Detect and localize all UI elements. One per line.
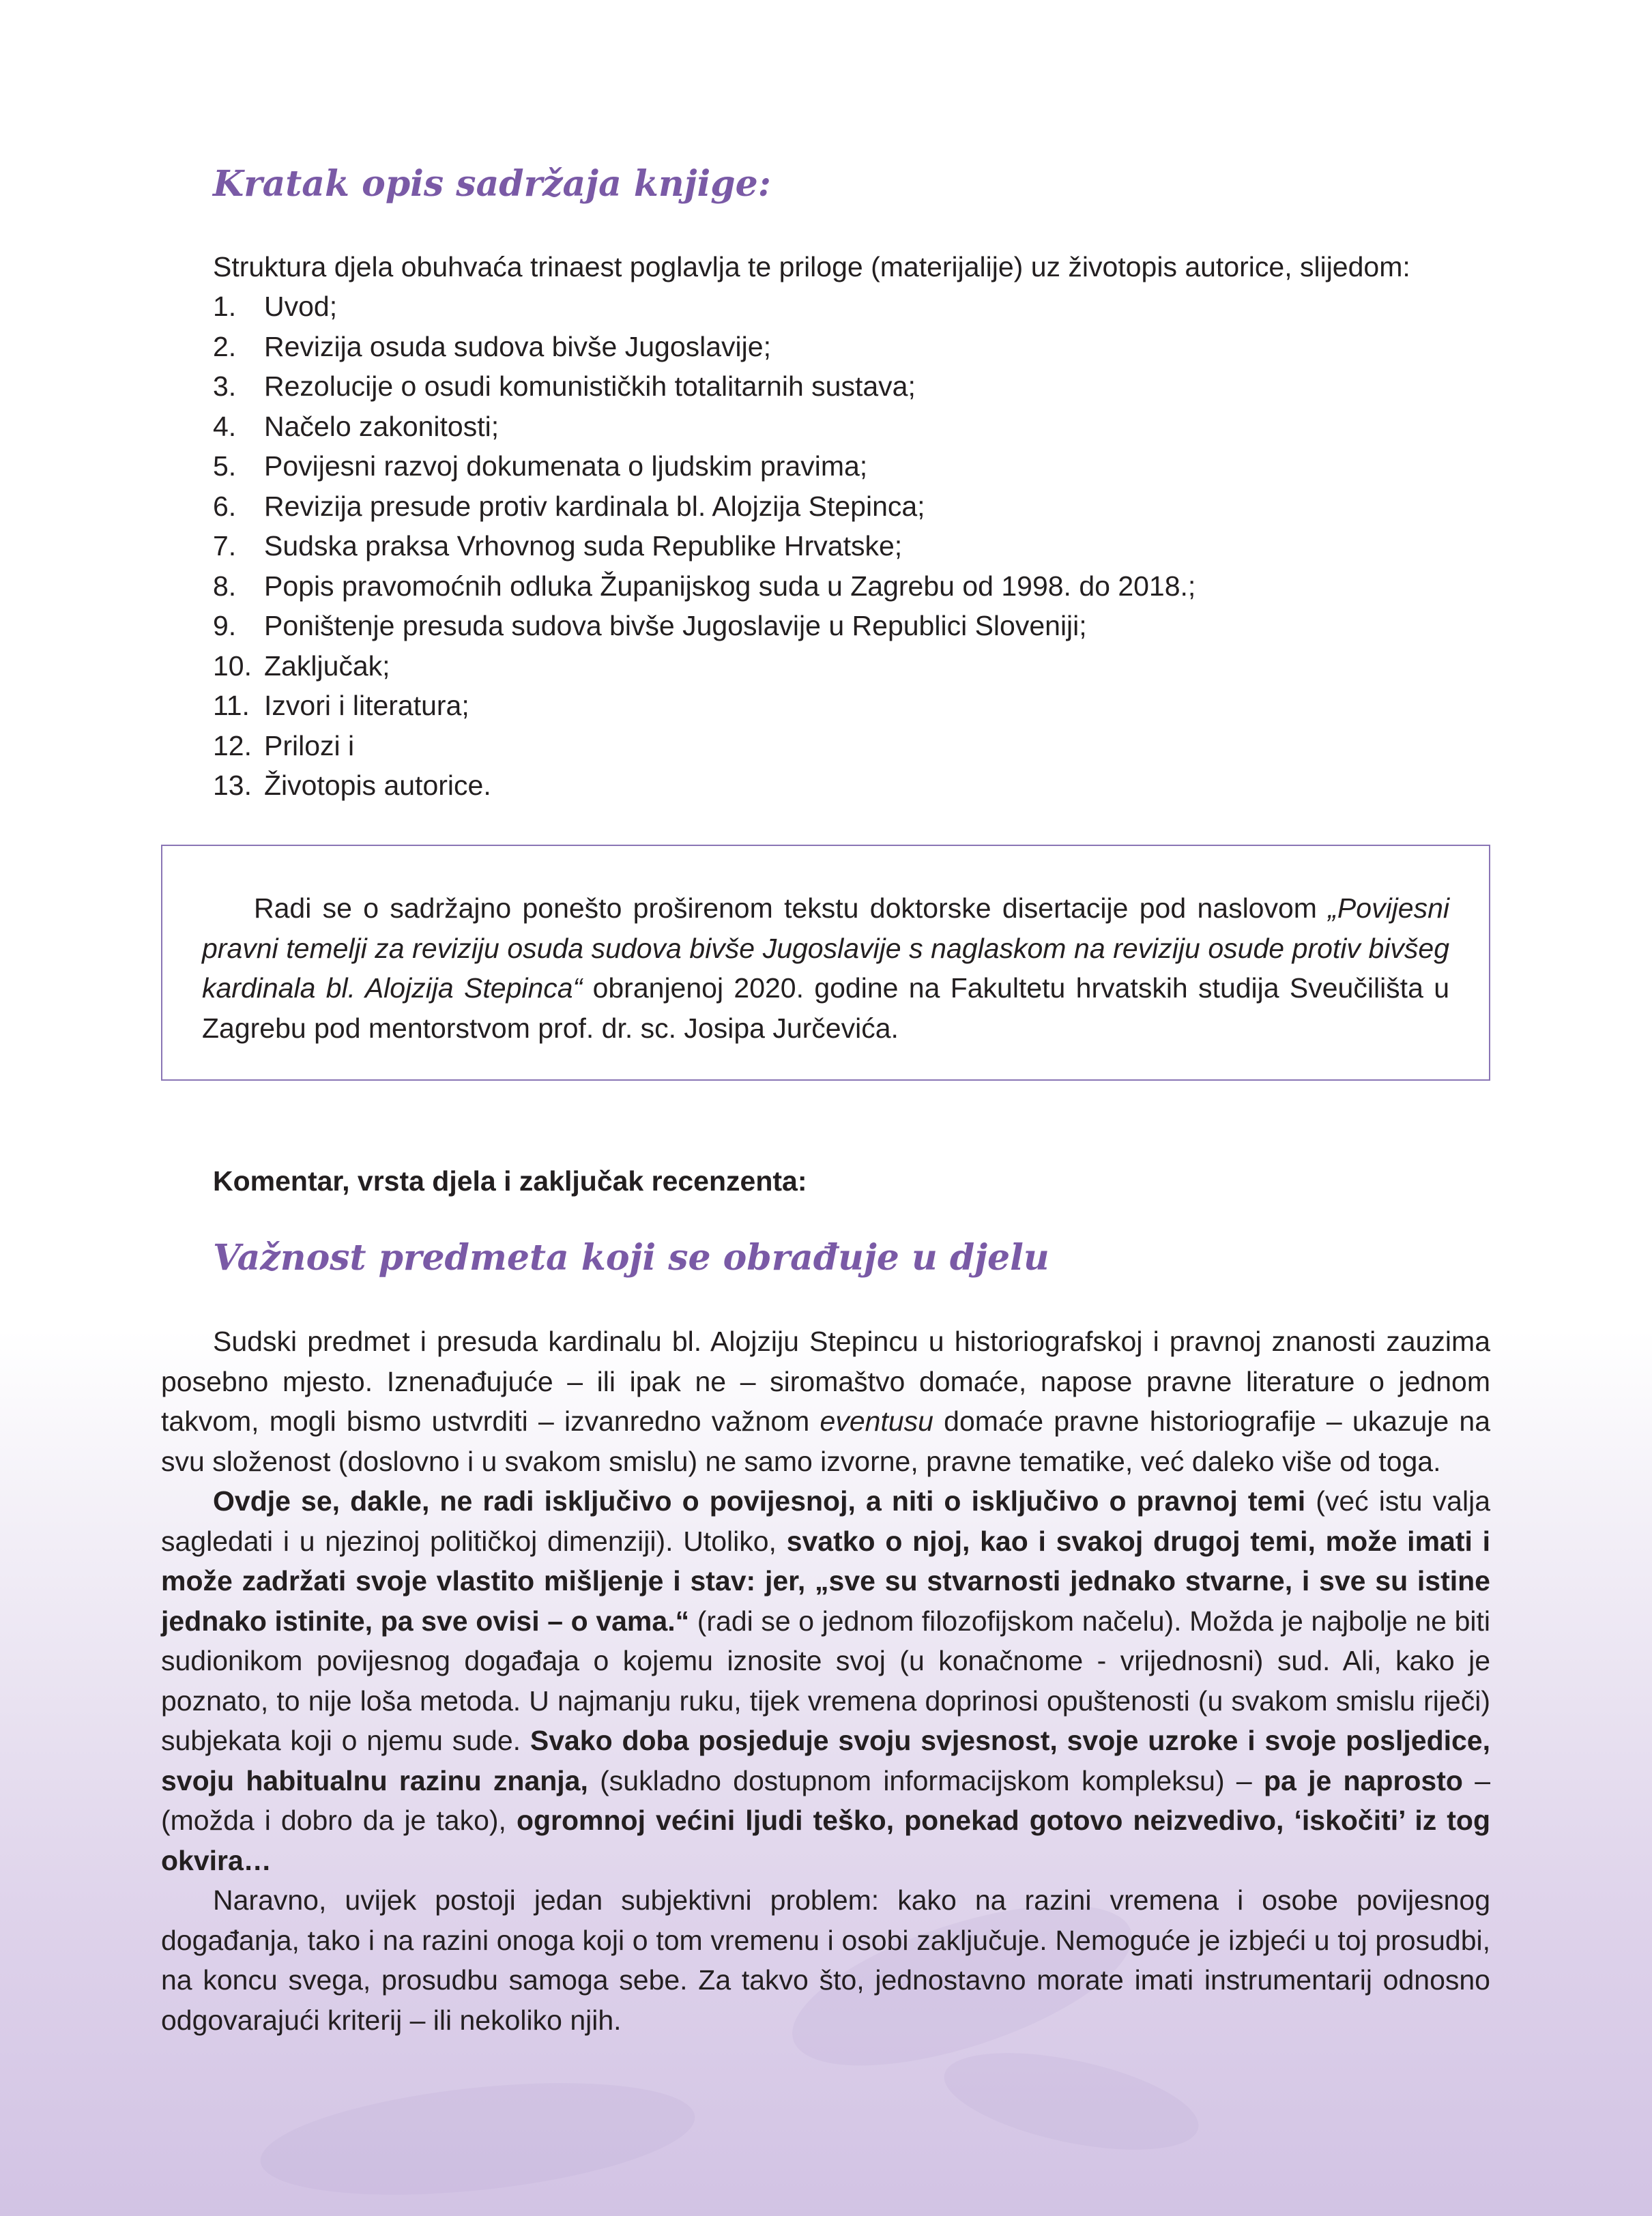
paragraph: Naravno, uvijek postoji jedan subjektivni problem: kako na razini vremena i osobe povijesnog događanja, tako i na razini onoga koji o tom vremenu i osobi zaključuje. Nemoguće je izbjeći u toj prosudbi, na koncu svega, prosudbu samoga sebe. Za takvo što, jednostavno morate imati instrumentarij odnosno odgovarajući kriterij – ili nekoliko njih.	[161, 1884, 1490, 2036]
list-item-text: Sudska praksa Vrhovnog suda Republike Hrvatske;	[264, 530, 903, 562]
intro-text: Struktura djela obuhvaća trinaest poglavlja te priloge (materijalije) uz životopis autorice, slijedom:	[213, 251, 1410, 282]
paragraph-text: (radi se o jednom filozofijskom načelu). Možda je najbolje ne biti sudionikom povijesnog događaja o kojemu iznosite svoj (u konačnome - vrijednosni) sud. Ali, kako je poznato, to nije loša metoda. U najmanju ruku, tijek vremena doprinosi opuštenosti (u svakom smislu riječi) subjekata koji o njemu sude.	[161, 1605, 1490, 1756]
list-item-text: Povijesni razvoj dokumenata o ljudskim pravima;	[264, 450, 868, 482]
emphasis-text: eventusu	[820, 1405, 933, 1437]
note-tail: obranjenoj 2020. godine na Fakultetu hrvatskih studija Sveučilišta u Zagrebu pod mentorstvom prof. dr. sc. Josipa Jurčevića.	[202, 972, 1450, 1044]
list-item-text: Poništenje presuda sudova bivše Jugoslavije u Republici Sloveniji;	[264, 610, 1087, 641]
list-item-text: Revizija presude protiv kardinala bl. Alojzija Stepinca;	[264, 490, 925, 522]
list-item	[213, 366, 1195, 407]
bold-text: ogromnoj većini ljudi teško, ponekad gotovo neizvedivo, ‘iskočiti’ iz tog okvira…	[161, 1805, 1490, 1876]
list-item	[213, 686, 1195, 726]
list-item	[213, 766, 1195, 806]
list-item-number: 9.	[213, 610, 237, 641]
paragraph-text: (već istu valja sagledati i u njezinoj političkoj dimenziji). Utoliko,	[161, 1485, 1490, 1557]
list-item	[213, 726, 1195, 766]
list-item	[213, 486, 1195, 527]
bold-text: svatko o njoj, kao i svakoj drugoj temi, može imati i može zadržati svoje vlastito mišljenje i stav: jer, „sve su stvarnosti jednako stvarne, i sve su istine jednako istinite, pa sve ovisi – o vama.“	[161, 1525, 1491, 1637]
paragraph-text: – (možda i dobro da je tako),	[161, 1764, 1491, 1836]
list-item-text: Uvod;	[264, 291, 338, 322]
paragraph-text: (sukladno dostupnom informacijskom kompleksu) –	[588, 1764, 1264, 1796]
list-item	[213, 287, 1195, 327]
paragraph	[161, 1481, 1490, 1880]
list-item-number: 6.	[213, 490, 237, 522]
subsection-title: Važnost predmeta koji se obrađuje u djelu	[213, 1237, 1049, 1279]
list-item	[213, 566, 1195, 607]
bold-text: Ovdje se, dakle, ne radi isključivo o povijesnoj, a niti o isključivo o pravnoj temi	[213, 1485, 1306, 1517]
list-item	[213, 646, 1195, 686]
list-item	[213, 446, 1195, 486]
list-item-number: 3.	[213, 370, 237, 402]
body-text	[161, 1322, 1490, 2040]
list-item-number: 8.	[213, 570, 237, 602]
list-item-number: 11.	[213, 690, 250, 721]
chapter-list	[213, 287, 1195, 806]
list-item	[213, 526, 1195, 566]
paragraph-text: Sudski predmet i presuda kardinalu bl. Alojziju Stepincu u historiografskoj i pravnoj znanosti zauzima posebno mjesto. Iznenađujuće – ili ipak ne – siromaštvo domaće, napose pravne literature o jednom takvom, mogli bismo ustvrditi – izvanredno važnom	[161, 1326, 1490, 1437]
list-item	[213, 327, 1195, 367]
list-item	[213, 407, 1195, 447]
list-item-text: Životopis autorice.	[264, 770, 491, 801]
note-lead: Radi se o sadržajno ponešto proširenom tekstu doktorske disertacije pod naslovom	[254, 892, 1329, 924]
paragraph-text: domaće pravne historiografije – ukazuje na svu složenost (doslovno i u svakom smislu) ne samo izvorne, pravne tematike, već daleko više od toga.	[161, 1405, 1490, 1477]
list-item-number: 7.	[213, 530, 237, 562]
paragraph	[161, 1322, 1490, 1481]
bold-text: pa je naprosto	[1263, 1764, 1463, 1796]
list-item-number: 10.	[213, 650, 252, 682]
list-item-text: Izvori i literatura;	[264, 690, 469, 721]
list-item-text: Popis pravomoćnih odluka Županijskog suda u Zagrebu od 1998. do 2018.;	[264, 570, 1196, 602]
dissertation-note-box	[161, 845, 1490, 1081]
comment-heading: Komentar, vrsta djela i zaključak recenzenta:	[213, 1165, 807, 1197]
list-item-text: Revizija osuda sudova bivše Jugoslavije;	[264, 330, 771, 362]
section-title: Kratak opis sadržaja knjige:	[213, 163, 771, 205]
list-item-number: 13.	[213, 770, 252, 801]
dissertation-note-text	[202, 888, 1449, 1048]
list-item	[213, 606, 1195, 646]
list-item-text: Načelo zakonitosti;	[264, 410, 499, 442]
bold-text: Svako doba posjeduje svoju svjesnost, svoje uzroke i svoje posljedice, svoju habitualnu razinu znanja,	[161, 1725, 1490, 1796]
watermark-shape	[936, 2035, 1207, 2168]
list-item-number: 4.	[213, 410, 237, 442]
list-item-text: Rezolucije o osudi komunističkih totalitarnih sustava;	[264, 370, 916, 402]
list-item-text: Zaključak;	[264, 650, 390, 682]
watermark-shape	[255, 2065, 700, 2213]
list-item-number: 5.	[213, 450, 237, 482]
dissertation-title: „Povijesni pravni temelji za reviziju osuda sudova bivše Jugoslavije s naglaskom na reviziju osude protiv bivšeg kardinala bl. Alojzija Stepinca“	[202, 892, 1449, 1004]
list-item-text: Prilozi i	[264, 729, 355, 761]
list-item-number: 12.	[213, 729, 252, 761]
list-item-number: 2.	[213, 330, 237, 362]
list-item-number: 1.	[213, 291, 237, 322]
